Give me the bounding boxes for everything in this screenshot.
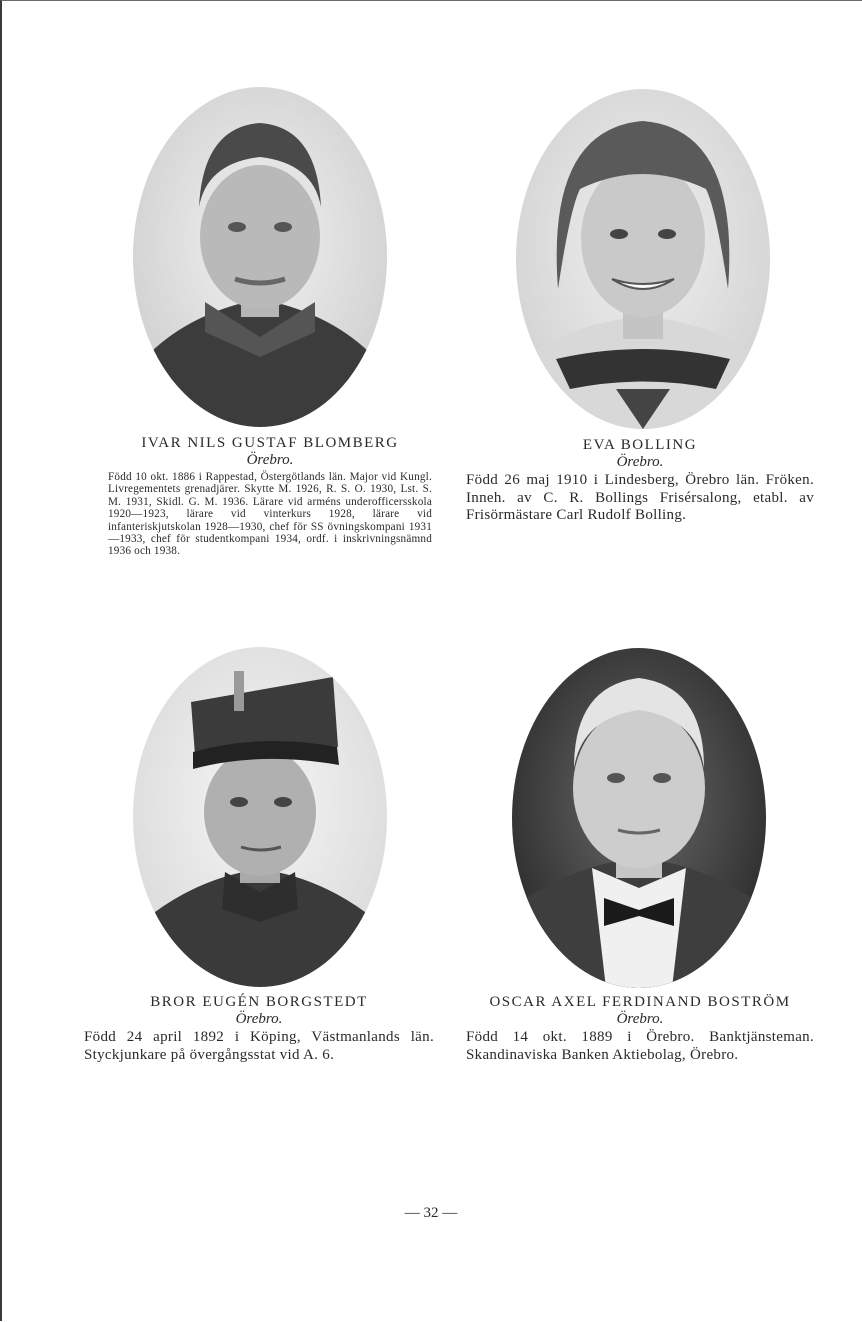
page-number: — 32 — [404, 1205, 458, 1221]
entry-bio: Född 14 okt. 1889 i Örebro. Banktjänsteman. Skandinaviska Banken Aktiebolag, Örebro. [466, 1029, 814, 1063]
entry-borgstedt [84, 993, 434, 1064]
entry-name: OSCAR AXEL FERDINAND BOSTRÖM [489, 994, 791, 1010]
entry-bio: Född 26 maj 1910 i Lindesberg, Örebro län. Fröken. Inneh. av C. R. Bollings Frisérsalong, etabl. av Frisörmästare Carl Rudolf Bolling. [466, 472, 814, 523]
portrait-bolling [516, 89, 770, 429]
entry-bolling [466, 436, 814, 525]
entry-name: IVAR NILS GUSTAF BLOMBERG [141, 435, 399, 451]
entry-place: Örebro. [616, 1011, 664, 1027]
portrait-borgstedt [133, 647, 387, 987]
portrait-bostrom [512, 648, 766, 988]
portrait-blomberg [133, 87, 387, 427]
entry-place: Örebro. [235, 1011, 283, 1027]
entry-bio: Född 24 april 1892 i Köping, Västmanlands län. Styckjunkare på övergångsstat vid A. 6. [84, 1029, 434, 1063]
entry-bostrom [466, 993, 814, 1064]
entry-blomberg [108, 434, 432, 558]
entry-name: BROR EUGÉN BORGSTEDT [150, 994, 368, 1010]
entry-bio: Född 10 okt. 1886 i Rappestad, Östergötlands län. Major vid Kungl. Livregementets grenadjärer. Skytte M. 1926, R. S. O. 1930, Lst. S. M. 1931, Skidl. G. M. 1936. Lärare vid arméns underofficersskola 1920—1923, lärare vid vinterkurs 1928, lärare vid infanteriskjutskolan 1928—1930, chef för SS övningskompani 1931—1933, chef för studentkompani 1934, ordf. i inskrivningsnämnd 1936 och 1938. [108, 471, 432, 558]
entry-name: EVA BOLLING [582, 437, 698, 453]
entry-place: Örebro. [246, 452, 294, 468]
entry-place: Örebro. [616, 454, 664, 470]
